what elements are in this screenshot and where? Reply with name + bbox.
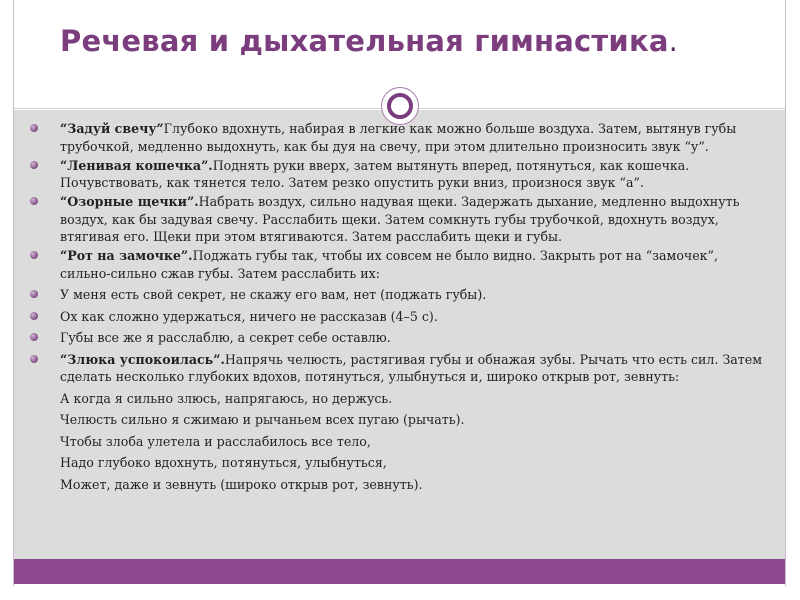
exercise-text: Глубоко вдохнуть, набирая в легкие как можно больше воздуха. Затем, вытянув губы трубочкой, медленно выдохнуть, как бы дуя на свечу, при этом длительно произносить звук “у”. bbox=[60, 121, 737, 154]
bullet-icon bbox=[30, 161, 38, 169]
bullet-icon bbox=[30, 355, 38, 363]
exercise-text: Набрать воздух, сильно надувая щеки. Задержать дыхание, медленно выдохнуть воздух, как бы задувая свечу. Расслабить щеки. Затем сомкнуть губы трубочкой, вдохнуть воздух, втягивая его. Щеки при этом втягиваются. Затем расслабить щеки и губы. bbox=[60, 194, 740, 244]
slide-title-punct: . bbox=[668, 24, 679, 58]
bullet-icon bbox=[30, 124, 38, 132]
slide-body bbox=[28, 120, 768, 497]
bullet-icon bbox=[30, 197, 38, 205]
decorative-ring-inner bbox=[387, 93, 413, 119]
slide-title-text: Речевая и дыхательная гимнастика bbox=[60, 24, 669, 58]
exercise-item bbox=[28, 157, 768, 192]
rhyme-text: Губы все же я расслаблю, а секрет себе оставлю. bbox=[60, 330, 391, 345]
rhyme-line bbox=[28, 286, 768, 304]
bullet-icon bbox=[30, 333, 38, 341]
rhyme-line bbox=[28, 308, 768, 326]
rhyme-line bbox=[28, 329, 768, 347]
exercise-name: “Озорные щечки”. bbox=[60, 194, 199, 209]
exercise-item bbox=[28, 193, 768, 246]
exercise-name: “Рот на замочке”. bbox=[60, 248, 193, 263]
exercise-text: Поднять руки вверх, затем вытянуть вперед, потянуться, как кошечка. Почувствовать, как тянется тело. Затем резко опустить руки вниз, произнося звук “а”. bbox=[60, 157, 690, 190]
bullet-icon bbox=[30, 290, 38, 298]
exercise-item bbox=[28, 247, 768, 282]
slide-title bbox=[60, 24, 760, 58]
exercise-text: Поджать губы так, чтобы их совсем не было видно. Закрыть рот на “замочек”, сильно-сильно сжав губы. Затем расслабить их: bbox=[60, 248, 718, 281]
exercise-item bbox=[28, 120, 768, 155]
poem-line: Может, даже и зевнуть (широко открыв рот, зевнуть). bbox=[60, 476, 423, 492]
exercise-name: “Ленивая кошечка”. bbox=[60, 157, 213, 173]
poem-line: Чтобы злоба улетела и расслабилось все тело, bbox=[60, 433, 371, 449]
bullet-icon bbox=[30, 251, 38, 259]
rhyme-text: У меня есть свой секрет, не скажу его вам, нет (поджать губы). bbox=[60, 287, 487, 302]
rhyme-text: Ох как сложно удержаться, ничего не рассказав (4–5 с). bbox=[60, 308, 438, 324]
bullet-icon bbox=[30, 312, 38, 320]
exercise-text: Напрячь челюсть, растягивая губы и обнажая зубы. Рычать что есть сил. Затем сделать несколько глубоких вдохов, потянуться, улыбнуться и, широко открыв рот, зевнуть: bbox=[60, 351, 763, 384]
exercise-name: “Злюка успокоилась”. bbox=[60, 351, 225, 367]
poem-line: Надо глубоко вдохнуть, потянуться, улыбнуться, bbox=[60, 455, 387, 470]
poem-line: А когда я сильно злюсь, напрягаюсь, но держусь. bbox=[60, 390, 393, 406]
exercise-name: “Задуй свечу” bbox=[60, 121, 164, 136]
poem-line: Челюсть сильно я сжимаю и рычаньем всех пугаю (рычать). bbox=[60, 412, 465, 427]
footer-bar bbox=[14, 559, 785, 584]
exercise-item bbox=[28, 351, 768, 386]
